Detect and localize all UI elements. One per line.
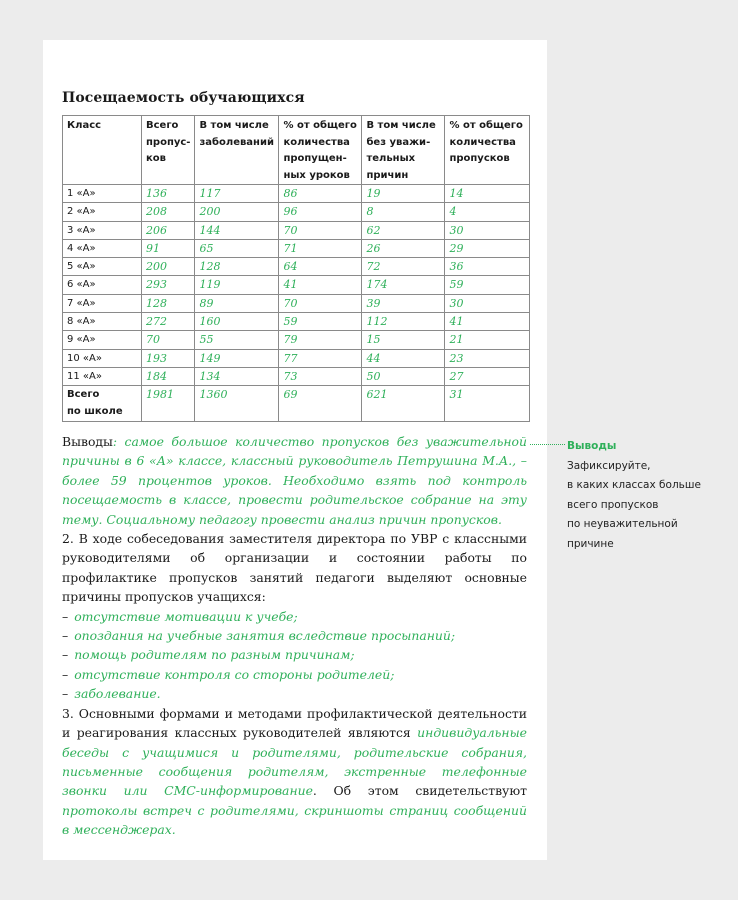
- unexcused-cell: 44: [362, 349, 445, 367]
- unexcused-pct-cell: 14: [445, 185, 530, 203]
- class-cell: 8 «А»: [63, 313, 142, 331]
- table-row: [63, 331, 530, 349]
- class-cell: 2 «А»: [63, 203, 142, 221]
- unexcused-cell: 39: [362, 294, 445, 312]
- unexcused-pct-cell: 36: [445, 258, 530, 276]
- total-cell: 208: [142, 203, 195, 221]
- table-header-row: [63, 116, 530, 185]
- conclusions-label: Выводы: [62, 434, 113, 449]
- unexcused-cell: 19: [362, 185, 445, 203]
- illness-pct-cell: 70: [279, 221, 362, 239]
- illness-pct-cell: 70: [279, 294, 362, 312]
- unexcused-cell: 112: [362, 313, 445, 331]
- sidenote-title: Выводы: [567, 440, 617, 452]
- unexcused-cell: 50: [362, 367, 445, 385]
- unexcused-pct-cell: 23: [445, 349, 530, 367]
- unexcused-pct-cell: 30: [445, 294, 530, 312]
- table-row: [63, 221, 530, 239]
- sidenote-line: Зафиксируйте,: [567, 459, 651, 472]
- total-cell: 91: [142, 239, 195, 257]
- class-cell: 10 «А»: [63, 349, 142, 367]
- illness-cell: 1360: [195, 386, 279, 422]
- table-row: [63, 313, 530, 331]
- header-illness: В том числе заболеваний: [195, 116, 279, 185]
- class-cell: 11 «А»: [63, 367, 142, 385]
- header-illness-pct: % от общего количества пропущен- ных уроков: [279, 116, 362, 185]
- illness-pct-cell: 79: [279, 331, 362, 349]
- section2-intro: 2. В ходе собеседования заместителя директора по УВР с классными руководителями об организации и состоянии работы по профилактике пропусков занятий педагоги выделяют основные причины пропусков учащихся:: [62, 531, 527, 605]
- class-cell: 4 «А»: [63, 239, 142, 257]
- class-cell: Всего по школе: [63, 386, 142, 422]
- illness-pct-cell: 41: [279, 276, 362, 294]
- sidenote-line: причине: [567, 537, 614, 550]
- class-cell: 3 «А»: [63, 221, 142, 239]
- unexcused-pct-cell: 41: [445, 313, 530, 331]
- unexcused-cell: 15: [362, 331, 445, 349]
- illness-cell: 160: [195, 313, 279, 331]
- illness-cell: 134: [195, 367, 279, 385]
- illness-pct-cell: 86: [279, 185, 362, 203]
- total-cell: 193: [142, 349, 195, 367]
- class-cell: 9 «А»: [63, 331, 142, 349]
- sidenote-line: в каких классах больше: [567, 479, 701, 491]
- unexcused-pct-cell: 27: [445, 367, 530, 385]
- total-cell: 70: [142, 331, 195, 349]
- illness-cell: 65: [195, 239, 279, 257]
- illness-cell: 200: [195, 203, 279, 221]
- conclusions-paragraph: [62, 432, 527, 529]
- unexcused-pct-cell: 21: [445, 331, 530, 349]
- reasons-list: [62, 607, 527, 704]
- table-row: [63, 258, 530, 276]
- illness-cell: 119: [195, 276, 279, 294]
- unexcused-cell: 621: [362, 386, 445, 422]
- illness-cell: 128: [195, 258, 279, 276]
- unexcused-cell: 72: [362, 258, 445, 276]
- body-text: [62, 432, 527, 840]
- list-item: – опоздания на учебные занятия вследствие просыпаний;: [62, 628, 456, 644]
- table-row: [63, 349, 530, 367]
- section3-paragraph: 3. Основными формами и методами профилактической деятельности и реагирования классных руководителей являются индивидуальные беседы с учащимися и родителями, родительские собрания, письменные сообщения родителям, экстренные телефонные звонки или СМС-информирование. Об этом свидетельствуют протоколы встреч с родителями, скриншоты страниц сообщений в мессенджерах.: [62, 705, 527, 838]
- sidenote-line: всего пропусков: [567, 498, 659, 511]
- unexcused-pct-cell: 29: [445, 239, 530, 257]
- class-cell: 6 «А»: [63, 276, 142, 294]
- illness-pct-cell: 69: [279, 386, 362, 422]
- table-row: [63, 294, 530, 312]
- table-total-row: [63, 386, 530, 422]
- illness-pct-cell: 77: [279, 349, 362, 367]
- table-row: [63, 367, 530, 385]
- class-cell: 1 «А»: [63, 185, 142, 203]
- illness-pct-cell: 96: [279, 203, 362, 221]
- unexcused-cell: 62: [362, 221, 445, 239]
- header-unexcused-pct: % от общего количества пропусков: [445, 116, 530, 185]
- table-row: [63, 276, 530, 294]
- sidenote-line: по неуважительной: [567, 518, 678, 530]
- sidenote: [567, 437, 727, 554]
- list-item: – отсутствие контроля со стороны родителей;: [62, 666, 395, 682]
- page-title: Посещаемость обучающихся: [62, 90, 305, 106]
- table-row: [63, 203, 530, 221]
- total-cell: 136: [142, 185, 195, 203]
- document-page: [43, 40, 547, 860]
- total-cell: 184: [142, 367, 195, 385]
- unexcused-pct-cell: 30: [445, 221, 530, 239]
- illness-cell: 149: [195, 349, 279, 367]
- conclusions-text: : самое большое количество пропусков без уважительной причины в 6 «А» классе, классный руководитель Петрушина М.А., – более 59 процентов уроков. Необходимо взять под контроль посещаемость в классе, провести родительское собрание на эту тему. Социальному педагогу провести анализ причин пропусков.: [62, 434, 527, 527]
- table-row: [63, 185, 530, 203]
- illness-cell: 117: [195, 185, 279, 203]
- header-unexcused: В том числе без уважи- тельных причин: [362, 116, 445, 185]
- total-cell: 128: [142, 294, 195, 312]
- illness-pct-cell: 64: [279, 258, 362, 276]
- attendance-table: [62, 115, 530, 422]
- header-class: Класс: [63, 116, 142, 185]
- unexcused-cell: 8: [362, 203, 445, 221]
- class-cell: 5 «А»: [63, 258, 142, 276]
- unexcused-cell: 26: [362, 239, 445, 257]
- total-cell: 293: [142, 276, 195, 294]
- table-row: [63, 239, 530, 257]
- total-cell: 272: [142, 313, 195, 331]
- unexcused-pct-cell: 4: [445, 203, 530, 221]
- unexcused-pct-cell: 59: [445, 276, 530, 294]
- list-item: – заболевание.: [62, 686, 161, 702]
- illness-pct-cell: 71: [279, 239, 362, 257]
- unexcused-cell: 174: [362, 276, 445, 294]
- illness-pct-cell: 73: [279, 367, 362, 385]
- illness-pct-cell: 59: [279, 313, 362, 331]
- total-cell: 1981: [142, 386, 195, 422]
- list-item: – помощь родителям по разным причинам;: [62, 647, 355, 663]
- total-cell: 206: [142, 221, 195, 239]
- sidenote-leader-line: [530, 444, 565, 445]
- header-total: Всего пропус- ков: [142, 116, 195, 185]
- unexcused-pct-cell: 31: [445, 386, 530, 422]
- list-item: – отсутствие мотивации к учебе;: [62, 608, 298, 624]
- illness-cell: 89: [195, 294, 279, 312]
- illness-cell: 55: [195, 331, 279, 349]
- total-cell: 200: [142, 258, 195, 276]
- class-cell: 7 «А»: [63, 294, 142, 312]
- illness-cell: 144: [195, 221, 279, 239]
